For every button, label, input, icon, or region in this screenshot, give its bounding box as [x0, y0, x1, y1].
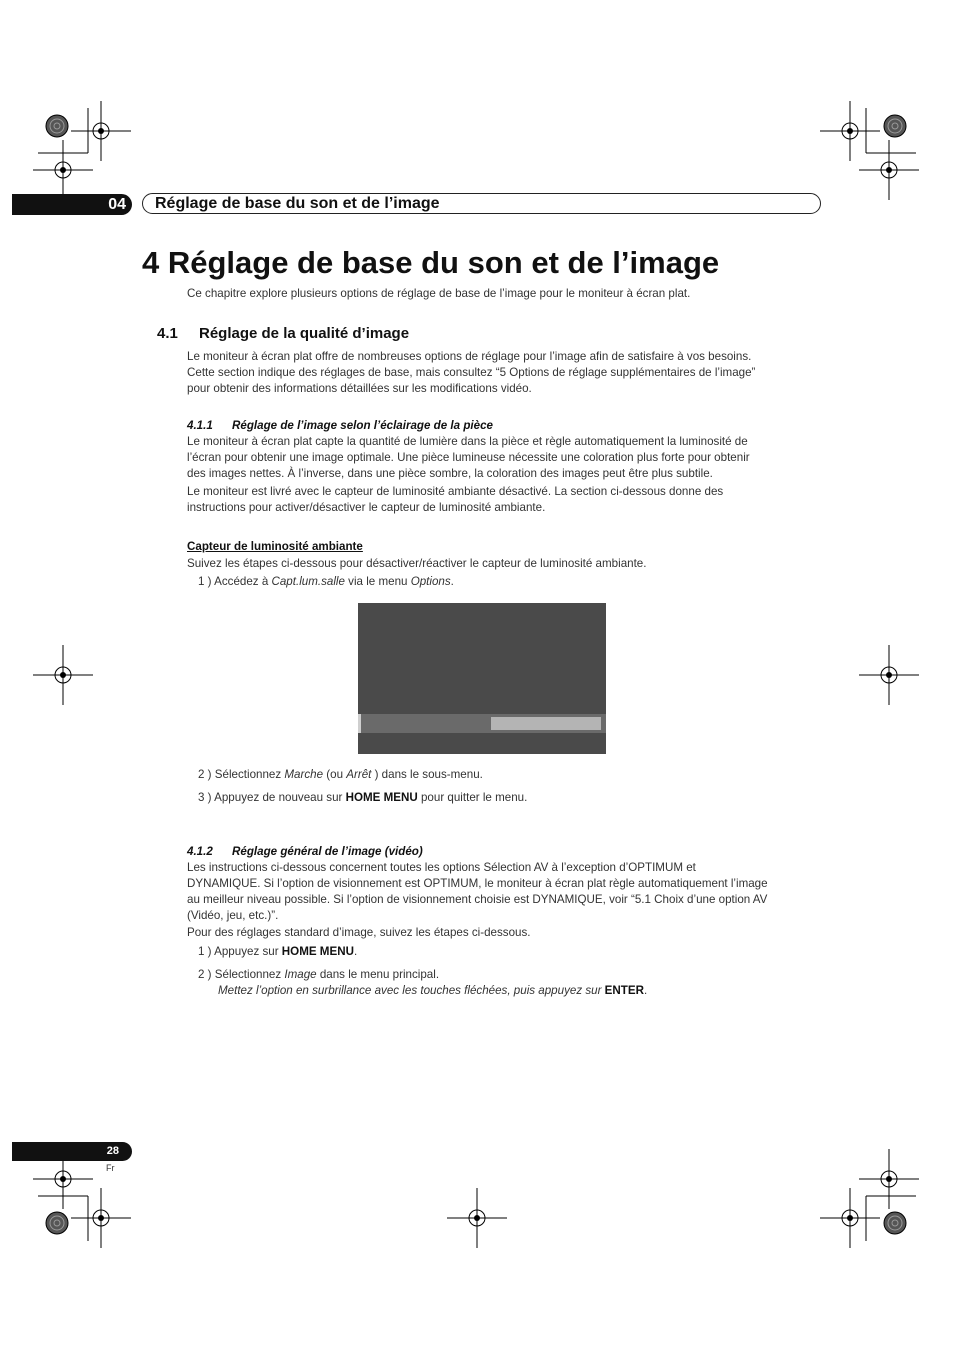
image-step-1	[198, 944, 357, 960]
chapter-number-tab: 04	[12, 194, 132, 215]
section-4-1-1-para2	[187, 484, 827, 516]
step-number: 2 )	[198, 968, 212, 981]
section-4-1-2-para2: Pour des réglages standard d’image, suivez les étapes ci-dessous.	[187, 926, 531, 939]
step-text: .	[450, 575, 454, 588]
intro-text: Ce chapitre explore plusieurs options de réglage de base de l’image pour le moniteur à écran plat.	[187, 287, 691, 300]
section-4-1-heading	[157, 324, 409, 344]
text-line: des images nettes. À l’inverse, dans une pièce sombre, la coloration des images peut être plus subtile.	[187, 467, 713, 480]
section-title: Réglage général de l’image (vidéo)	[232, 845, 423, 858]
image-step-2	[198, 967, 439, 983]
step-text: ) dans le sous-menu.	[371, 768, 483, 781]
section-title: Réglage de l’image selon l’éclairage de la pièce	[232, 419, 493, 432]
page-language: Fr	[106, 1163, 115, 1173]
note-text: Mettez l’option en surbrillance avec les touches fléchées, puis appuyez sur	[218, 984, 605, 997]
step-text: via le menu	[344, 575, 411, 588]
text-line: Le moniteur est livré avec le capteur de luminosité ambiante désactivé. La section ci-dessous donne des	[187, 485, 724, 498]
step-text: (ou	[323, 768, 347, 781]
text-line: instructions pour activer/désactiver le capteur de luminosité ambiante.	[187, 501, 546, 514]
step-text: Appuyez de nouveau sur	[214, 791, 346, 804]
step-number: 2 )	[198, 768, 212, 781]
capteur-step-2	[198, 767, 483, 783]
menu-item-capt-lum-salle: Capt.lum.salle	[271, 575, 345, 588]
capteur-heading: Capteur de luminosité ambiante	[187, 540, 363, 553]
section-4-1-text	[187, 349, 827, 397]
menu-value-field	[491, 717, 601, 730]
section-number: 4.1.1	[187, 419, 213, 432]
key-home-menu: HOME MENU	[345, 791, 418, 804]
section-number: 4.1	[157, 325, 178, 342]
step-number: 1 )	[198, 575, 212, 588]
text-line: Les instructions ci-dessous concernent toutes les options Sélection AV à l’exception d’OPTIMUM et	[187, 861, 696, 874]
page-title: 4 Réglage de base du son et de l’image	[142, 245, 720, 280]
step-text: Appuyez sur	[214, 945, 282, 958]
step-text: pour quitter le menu.	[417, 791, 528, 804]
key-home-menu: HOME MENU	[281, 945, 354, 958]
text-line: Le moniteur à écran plat offre de nombreuses options de réglage pour l’image afin de satisfaire à vos besoins.	[187, 350, 752, 363]
chapter-header-title: Réglage de base du son et de l’image	[155, 195, 440, 212]
section-4-1-1-para1	[187, 434, 827, 482]
section-title: Réglage de la qualité d’image	[199, 325, 410, 342]
step-text: Accédez à	[214, 575, 272, 588]
page-number-tab: 28	[12, 1142, 132, 1161]
capteur-step-3	[198, 790, 527, 806]
capteur-text: Suivez les étapes ci-dessous pour désactiver/réactiver le capteur de luminosité ambiante.	[187, 557, 647, 570]
step-number: 3 )	[198, 791, 212, 804]
text-line: pour obtenir des informations détaillées sur les modifications vidéo.	[187, 382, 532, 395]
step-text: Sélectionnez	[214, 768, 285, 781]
text-line: DYNAMIQUE. Si l’option de visionnement est OPTIMUM, le moniteur à écran plat règle automatiquement l’image	[187, 877, 768, 890]
step-number: 1 )	[198, 945, 212, 958]
key-enter: ENTER	[604, 984, 644, 997]
text-line: (Vidéo, jeu, etc.)”.	[187, 909, 279, 922]
step-text: Sélectionnez	[214, 968, 285, 981]
note-text: .	[643, 984, 648, 997]
image-step-2-note	[218, 983, 647, 999]
section-4-1-2-heading	[187, 844, 423, 860]
text-line: Le moniteur à écran plat capte la quantité de lumière dans la pièce et règle automatiquement la luminosité de	[187, 435, 748, 448]
option-marche: Marche	[284, 768, 324, 781]
text-line: l’écran pour obtenir une image optimale. Une pièce lumineuse nécessite une coloration plus forte pour obtenir	[187, 451, 750, 464]
menu-options: Options	[410, 575, 451, 588]
text-line: au meilleur niveau possible. Si l’option de visionnement choisie est DYNAMIQUE, voir “5.1 Choix d’une option AV	[187, 893, 768, 906]
section-number: 4.1.2	[187, 845, 213, 858]
menu-item-image: Image	[284, 968, 317, 981]
menu-row-edge	[358, 714, 361, 733]
step-text: .	[353, 945, 358, 958]
section-4-1-1-heading	[187, 418, 493, 434]
text-line: Cette section indique des réglages de base, mais consultez “5 Options de réglage supplémentaires de l’image”	[187, 366, 756, 379]
option-arret: Arrêt	[346, 768, 372, 781]
step-text: dans le menu principal.	[316, 968, 440, 981]
capteur-step-1	[198, 574, 454, 590]
menu-screen-illustration	[358, 603, 606, 754]
section-4-1-2-para1	[187, 860, 827, 924]
